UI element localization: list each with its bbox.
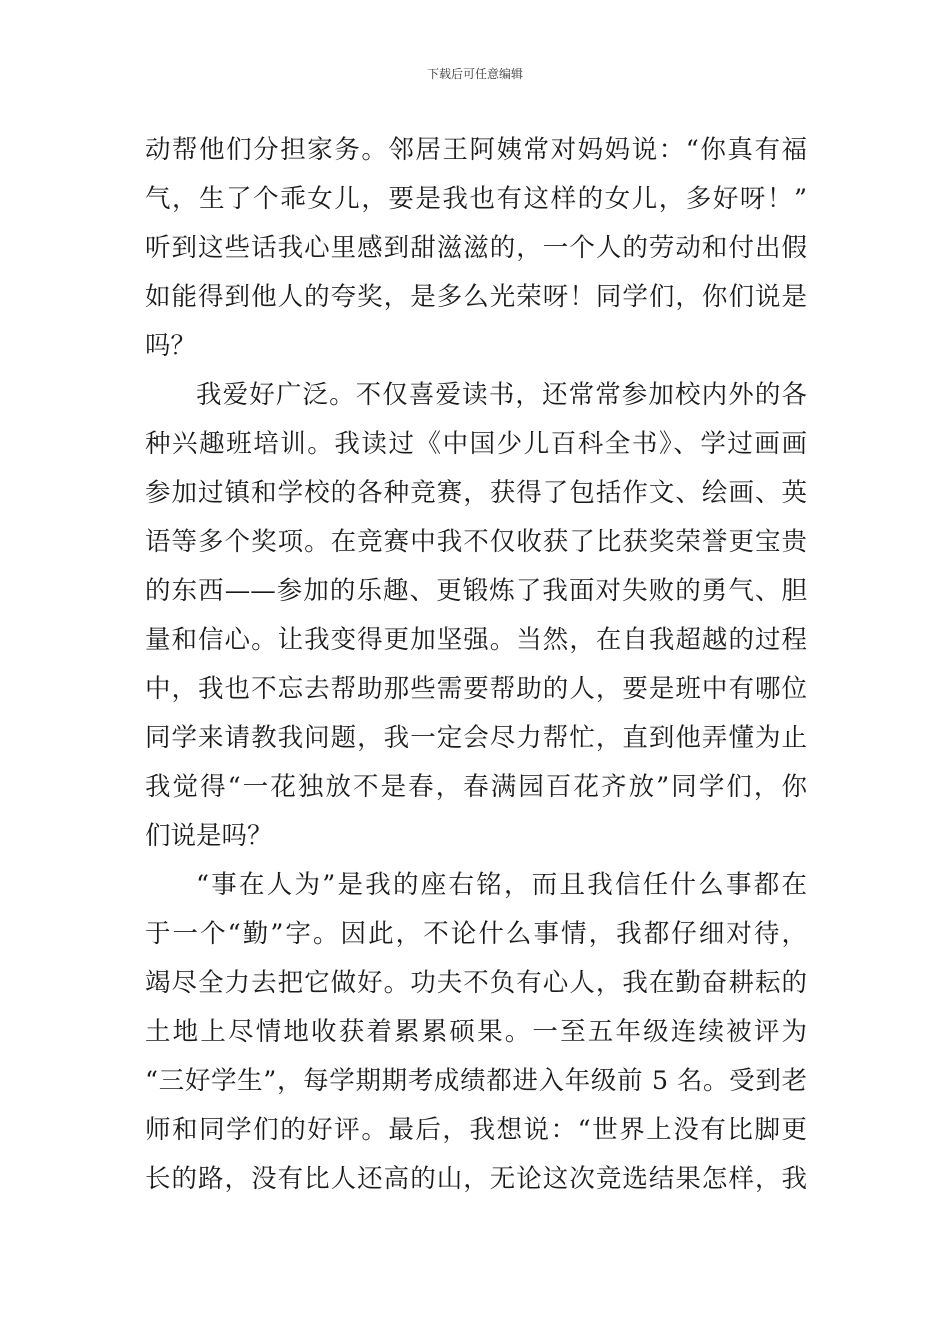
- text-line: 中，我也不忘去帮助那些需要帮助的人，要是班中有哪位: [145, 674, 807, 704]
- text-line: 参加过镇和学校的各种竞赛，获得了包括作文、绘画、英: [145, 478, 807, 508]
- text-line: 吗？: [145, 331, 197, 361]
- text-line: 师和同学们的好评。最后，我想说：“世界上没有比脚更: [145, 1115, 807, 1145]
- text-line: 于一个“勤”字。因此，不论什么事情，我都仔细对待，: [145, 919, 807, 949]
- text-line: 竭尽全力去把它做好。功夫不负有心人，我在勤奋耕耘的: [145, 968, 807, 998]
- text-line: 我觉得“一花独放不是春，春满园百花齐放”同学们，你: [145, 772, 807, 802]
- text-line: 土地上尽情地收获着累累硕果。一至五年级连续被评为: [145, 1017, 807, 1047]
- text-line: 我爱好广泛。不仅喜爱读书，还常常参加校内外的各: [196, 380, 807, 410]
- text-line: 语等多个奖项。在竞赛中我不仅收获了比获奖荣誉更宝贵: [145, 527, 807, 557]
- text-line: 长的路，没有比人还高的山，无论这次竞选结果怎样，我: [145, 1164, 807, 1194]
- text-line: 气，生了个乖女儿，要是我也有这样的女儿，多好呀！”: [145, 184, 807, 214]
- text-line: 种兴趣班培训。我读过《中国少儿百科全书》、学过画画: [145, 429, 807, 459]
- text-line: 量和信心。让我变得更加坚强。当然，在自我超越的过程: [145, 625, 807, 655]
- text-line: 同学来请教我问题，我一定会尽力帮忙，直到他弄懂为止: [145, 723, 807, 753]
- text-line: 的东西——参加的乐趣、更锻炼了我面对失败的勇气、胆: [145, 576, 807, 606]
- text-line: 听到这些话我心里感到甜滋滋的，一个人的劳动和付出假: [145, 233, 807, 263]
- text-line: “事在人为”是我的座右铭，而且我信任什么事都在: [196, 870, 807, 900]
- text-line: 动帮他们分担家务。邻居王阿姨常对妈妈说：“你真有福: [145, 135, 807, 165]
- text-line: “三好学生”，每学期期考成绩都进入年级前 5 名。受到老: [145, 1066, 807, 1096]
- text-line: 如能得到他人的夸奖，是多么光荣呀！同学们，你们说是: [145, 282, 807, 312]
- text-line: 们说是吗？: [145, 821, 273, 851]
- body-text: [145, 126, 807, 1204]
- page-header: 下载后可任意编辑: [426, 67, 523, 81]
